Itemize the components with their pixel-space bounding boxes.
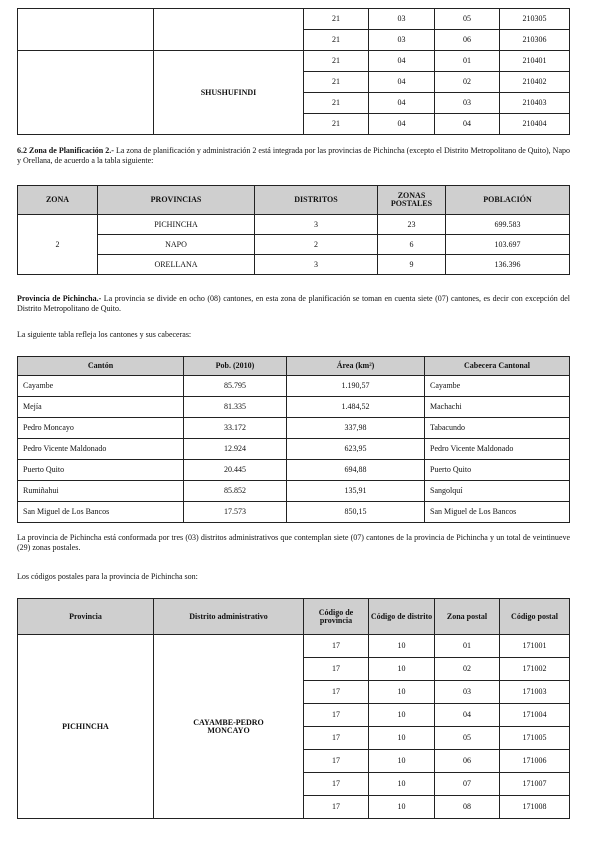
table-row: 21 04 03 210403 <box>18 93 570 114</box>
table-row: 2 PICHINCHA 3 23 699.583 <box>18 215 570 235</box>
table-row: PICHINCHA CAYAMBE-PEDRO MONCAYO 17 10 01 171001 <box>18 635 570 658</box>
table-row: Puerto Quito 20.445 694,88 Puerto Quito <box>18 460 570 481</box>
distritos-paragraph: La provincia de Pichincha está conformada por tres (03) distritos administrativos que contemplan siete (07) cantones de la provincia de Pichincha y un total de veintinueve (29) zonas postales. <box>17 533 570 552</box>
table-row: 17 10 05 171005 <box>18 727 570 750</box>
section-6-2-paragraph: 6.2 Zona de Planificación 2.- La zona de planificación y administración 2 está integrada por las provincias de Pichincha (excepto el Distrito Metropolitano de Quito), Napo y Orellana, de acuerdo a la tabla siguiente: <box>17 146 571 165</box>
region-label: SHUSHUFINDI <box>154 51 304 135</box>
table-row: Cayambe 85.795 1.190,57 Cayambe <box>18 376 570 397</box>
table-row: Mejía 81.335 1.484,52 Machachi <box>18 397 570 418</box>
table-row: Pedro Vicente Maldonado 12.924 623,95 Pedro Vicente Maldonado <box>18 439 570 460</box>
distrito-cell: CAYAMBE-PEDRO MONCAYO <box>154 635 304 819</box>
table-row: 17 10 06 171006 <box>18 750 570 773</box>
table-row: 17 10 07 171007 <box>18 773 570 796</box>
provincia-cell: PICHINCHA <box>18 635 154 819</box>
table-header-row: Provincia Distrito administrativo Código de provincia Código de distrito Zona postal Código postal <box>18 599 570 635</box>
table-row: 21 04 04 210404 <box>18 114 570 135</box>
table-row: 21 03 05 210305 <box>18 9 570 30</box>
table-header-row: Cantón Pob. (2010) Área (km²) Cabecera Cantonal <box>18 357 570 376</box>
table-row: 17 10 04 171004 <box>18 704 570 727</box>
provincia-paragraph: Provincia de Pichincha.- La provincia se divide en ocho (08) cantones, en esta zona de planificación se toman en cuenta siete (07) cantones, es decir con excepción del Distrito Metropolitano de Quito. <box>17 294 571 313</box>
table-row: 21 04 02 210402 <box>18 72 570 93</box>
provincia-heading: Provincia de Pichincha.- <box>17 294 102 303</box>
table-row: Pedro Moncayo 33.172 337,98 Tabacundo <box>18 418 570 439</box>
table-row: San Miguel de Los Bancos 17.573 850,15 San Miguel de Los Bancos <box>18 502 570 523</box>
codigos-postales-table <box>17 598 570 819</box>
table-row: 17 10 03 171003 <box>18 681 570 704</box>
table-row: NAPO 2 6 103.697 <box>18 235 570 255</box>
zona-table <box>17 185 570 275</box>
table-row: ORELLANA 3 9 136.396 <box>18 255 570 275</box>
table-row: Rumiñahui 85.852 135,91 Sangolquí <box>18 481 570 502</box>
table-row: 17 10 02 171002 <box>18 658 570 681</box>
table-row: 17 10 08 171008 <box>18 796 570 819</box>
section-heading: 6.2 Zona de Planificación 2.- <box>17 146 114 155</box>
canton-table <box>17 356 570 523</box>
shushufindi-postal-table <box>17 8 570 135</box>
canton-intro: La siguiente tabla refleja los cantones y sus cabeceras: <box>17 330 192 339</box>
table-row: 21 03 06 210306 <box>18 30 570 51</box>
table-row: SHUSHUFINDI 21 04 01 210401 <box>18 51 570 72</box>
table-header-row: ZONA PROVINCIAS DISTRITOS ZONAS POSTALES POBLACIÓN <box>18 186 570 215</box>
codigos-intro: Los códigos postales para la provincia de Pichincha son: <box>17 572 198 581</box>
